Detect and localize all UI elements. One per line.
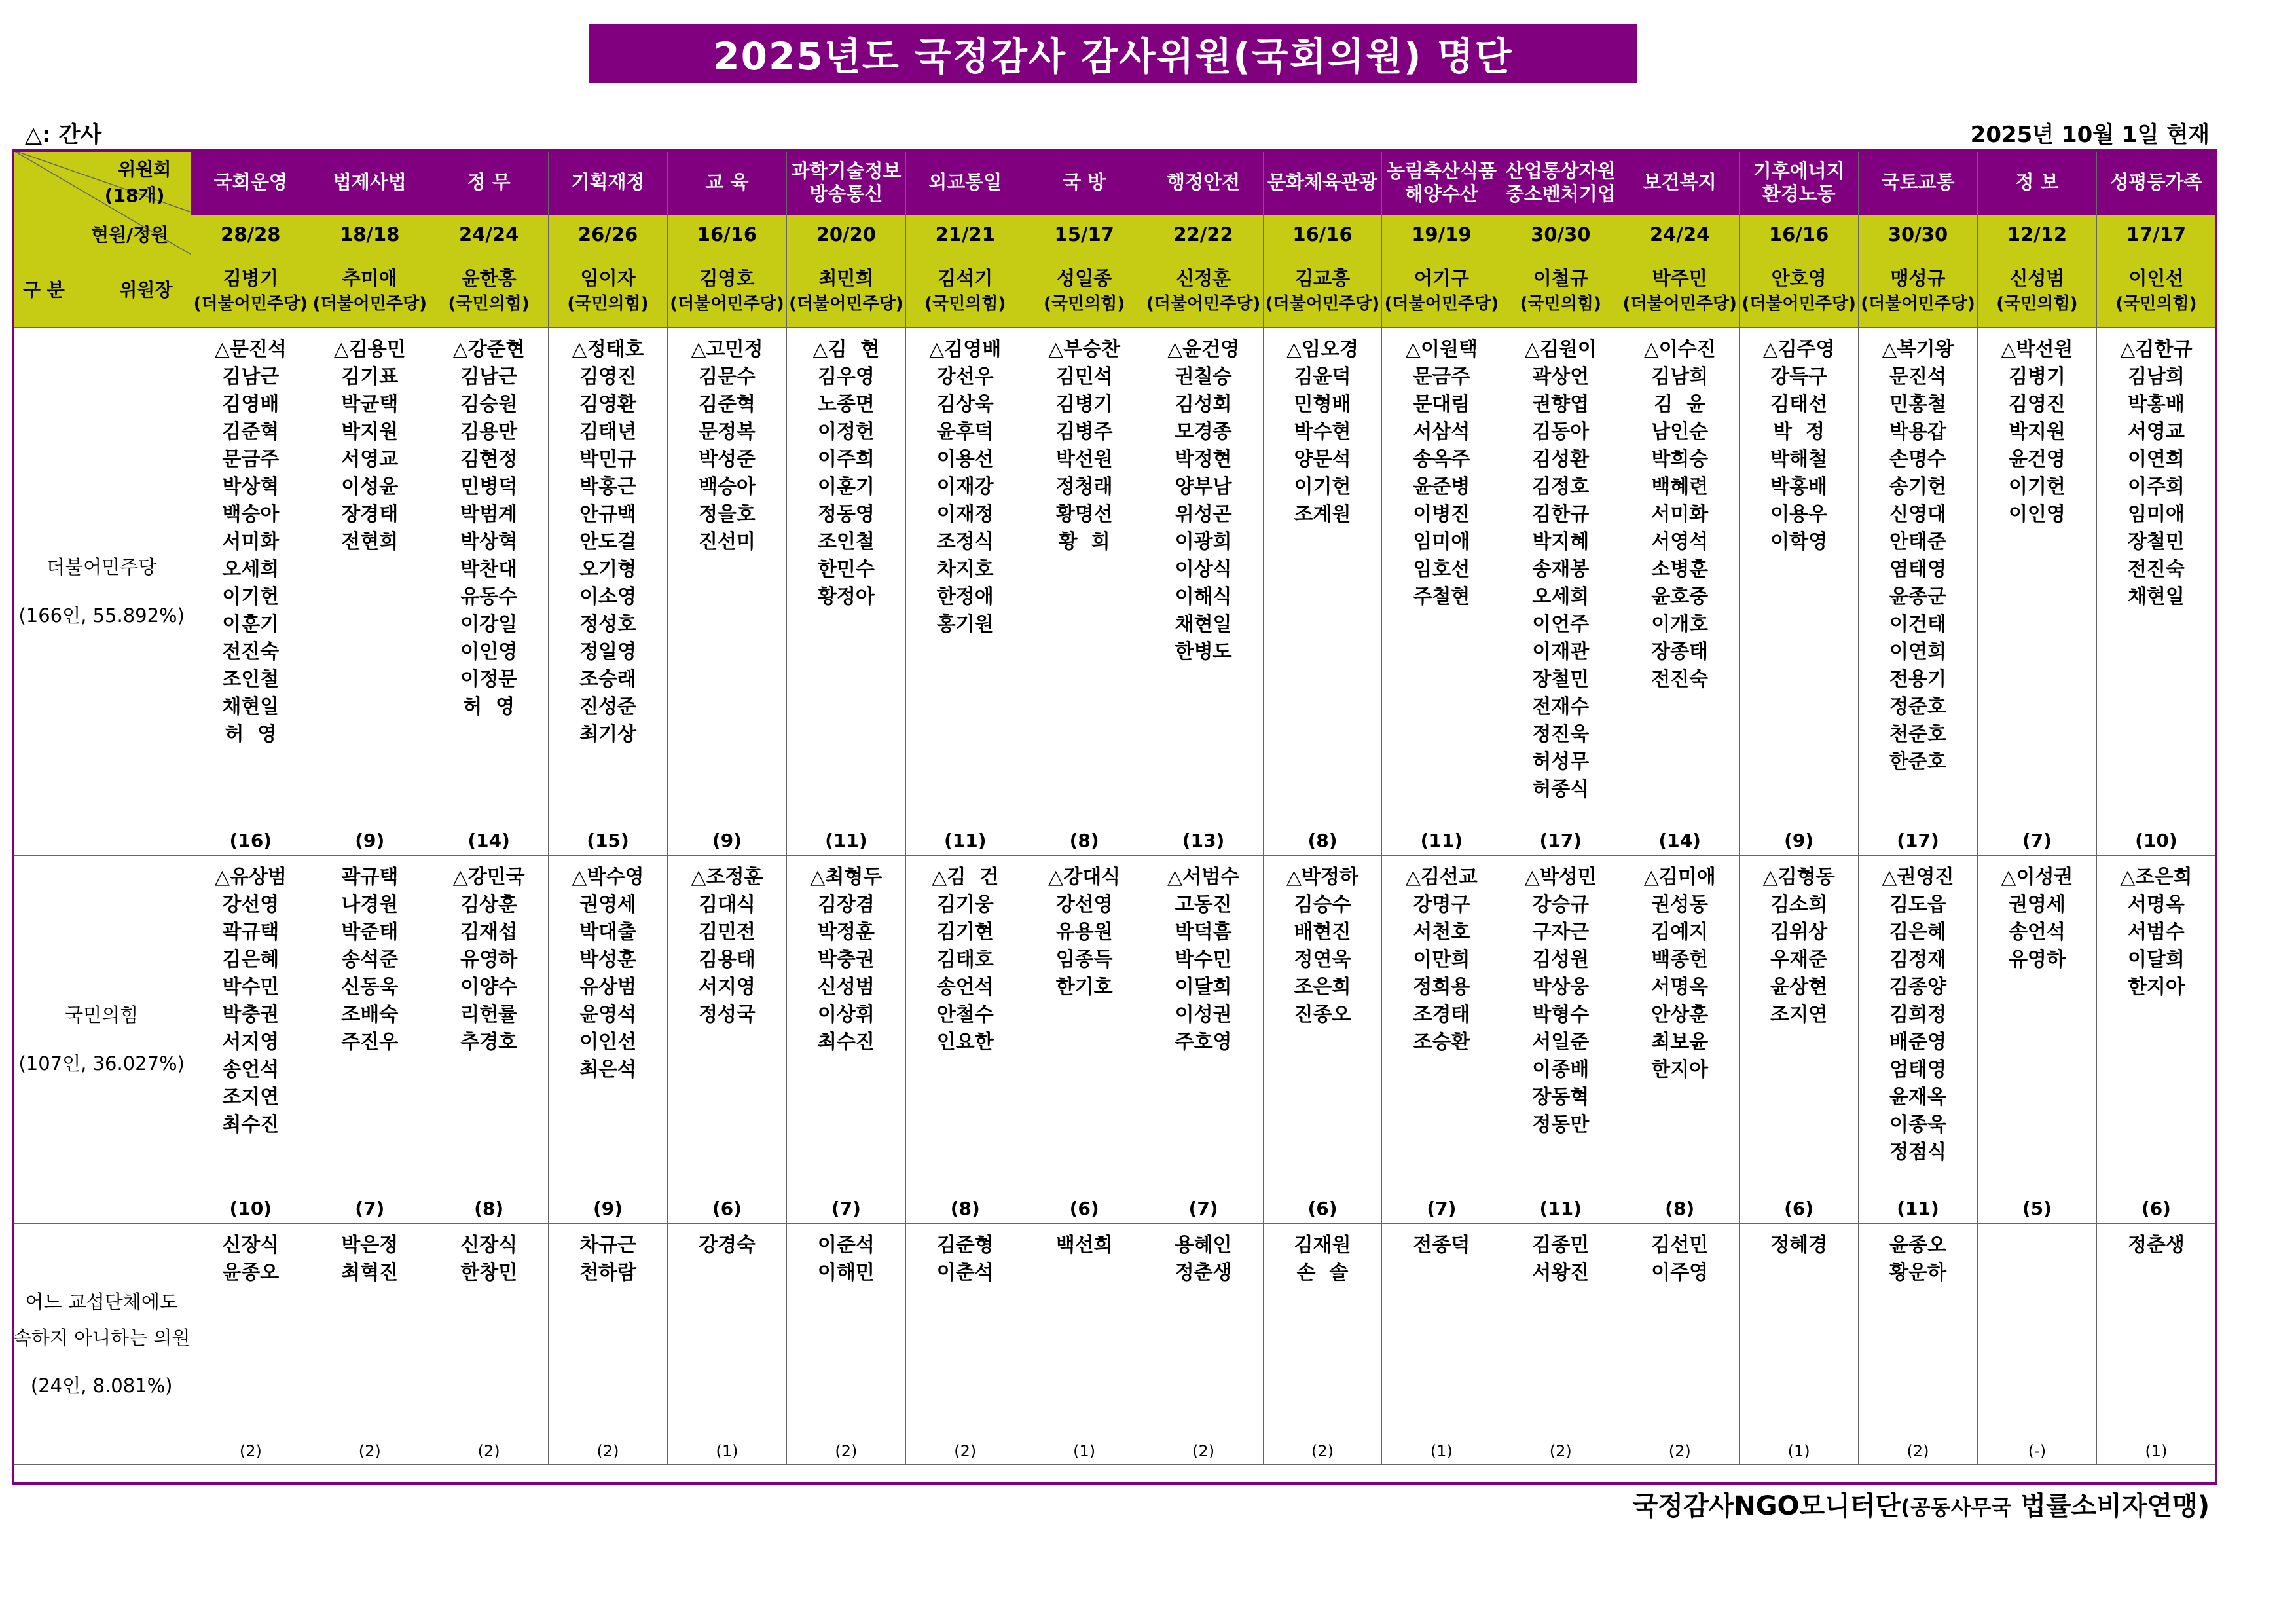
- member-list: 김종민 서왕진: [1532, 1234, 1590, 1284]
- committee-chair: [1740, 253, 1859, 328]
- chair-name: 안호영: [1771, 267, 1827, 289]
- member-list: △강준현 김남근 김승원 김용만 김현정 민병덕 박범계 박상혁 박찬대 유동수 이강일 이인영 이정문 허 영: [452, 338, 525, 718]
- party-row: [12, 856, 2216, 1224]
- committee-name: 외교통일: [905, 150, 1025, 215]
- member-cell: [1263, 856, 1382, 1224]
- member-list: △서범수 고동진 박덕흠 박수민 이달희 이성권 주호영: [1167, 866, 1240, 1054]
- committee-seats: 26/26: [549, 215, 668, 253]
- committee-chair: [786, 253, 905, 328]
- header-corner-cell: [12, 150, 191, 328]
- member-list: 박은정 최혁진: [341, 1234, 399, 1284]
- party-label-cell: [12, 1224, 191, 1465]
- member-list: 윤종오 황운하: [1889, 1234, 1946, 1284]
- member-cell: [1859, 856, 1978, 1224]
- member-count: (9): [355, 830, 385, 851]
- committee-seats: 20/20: [786, 215, 905, 253]
- member-list: 이준석 이해민: [817, 1234, 875, 1284]
- member-count: (6): [1784, 1198, 1814, 1219]
- chair-party: (더불어민주당): [1265, 293, 1380, 314]
- member-list: △김한규 김남희 박홍배 서영교 이연희 이주희 임미애 장철민 전진숙 채현일: [2120, 338, 2193, 608]
- member-list: △박성민 강승규 구자근 김성원 박상웅 박형수 서일준 이종배 장동혁 정동만: [1524, 866, 1597, 1136]
- footer-credit: [1633, 1485, 2210, 1522]
- seats-row: [12, 215, 2216, 253]
- member-count: (2): [358, 1442, 381, 1460]
- corner-chair-label: 위원장: [119, 279, 173, 301]
- committee-chair: [429, 253, 549, 328]
- member-list: △이수진 김남희 김 윤 남인순 박희승 백혜련 서미화 서영석 소병훈 윤호중 이개호 장종태 전진숙: [1643, 338, 1716, 691]
- member-count: (-): [2028, 1442, 2047, 1460]
- committee-seats: 16/16: [668, 215, 787, 253]
- member-count: (11): [825, 830, 867, 851]
- member-cell: [2096, 1224, 2215, 1465]
- member-count: (2): [835, 1442, 858, 1460]
- member-count: (7): [1188, 1198, 1218, 1219]
- committee-name: 교 육: [668, 150, 787, 215]
- member-cell: [1740, 856, 1859, 1224]
- chair-party: (국민의힘): [1520, 293, 1601, 314]
- member-list: △김미애 권성동 김예지 백종헌 서명옥 안상훈 최보윤 한지아: [1643, 866, 1716, 1081]
- chair-party: (국민의힘): [924, 293, 1006, 314]
- member-list: 곽규택 나경원 박준태 송석준 신동욱 조배숙 주진우: [341, 866, 399, 1054]
- chair-party: (더불어민주당): [1861, 293, 1975, 314]
- member-cell: [1382, 1224, 1501, 1465]
- chair-party: (국민의힘): [1044, 293, 1125, 314]
- member-list: 김재원 손 솔: [1294, 1234, 1351, 1284]
- member-list: 차규근 천하람: [579, 1234, 637, 1284]
- member-list: △권영진 김도읍 김은혜 김정재 김종양 김희정 배준영 엄태영 윤재옥 이종욱 정점식: [1882, 866, 1954, 1164]
- member-cell: [1144, 1224, 1263, 1465]
- member-cell: [1144, 856, 1263, 1224]
- chair-name: 윤한홍: [461, 267, 517, 289]
- member-list: △유상범 강선영 곽규택 김은혜 박수민 박충권 서지영 송언석 조지연 최수진: [214, 866, 287, 1136]
- committee-chair: [905, 253, 1025, 328]
- corner-count-label: (18개): [104, 185, 165, 206]
- member-cell: [786, 856, 905, 1224]
- member-count: (14): [467, 830, 510, 851]
- chair-name: 김병기: [223, 267, 278, 289]
- member-cell: [2096, 856, 2215, 1224]
- member-count: (11): [1897, 1198, 1939, 1219]
- member-count: (1): [1430, 1442, 1453, 1460]
- member-count: (8): [1665, 1198, 1695, 1219]
- member-list: 용혜인 정춘생: [1175, 1234, 1232, 1284]
- member-list: [1978, 1224, 2096, 1232]
- member-list: 신장식 한창민: [460, 1234, 518, 1284]
- member-list: △김형동 김소희 김위상 우재준 윤상현 조지연: [1762, 866, 1835, 1026]
- committee-seats: 21/21: [905, 215, 1025, 253]
- member-list: △문진석 김남근 김영배 김준혁 문금주 박상혁 백승아 서미화 오세희 이기헌 이훈기 전진숙 조인철 채현일 허 영: [214, 338, 287, 746]
- member-list: 전종덕: [1413, 1234, 1470, 1257]
- chair-name: 김영호: [699, 267, 755, 289]
- chair-name: 박주민: [1652, 267, 1707, 289]
- member-list: △최형두 김장겸 박정훈 박충권 신성범 이상휘 최수진: [810, 866, 883, 1054]
- member-cell: [1977, 856, 2096, 1224]
- member-cell: [191, 1224, 310, 1465]
- member-count: (16): [229, 830, 272, 851]
- committee-name: 국토교통: [1859, 150, 1978, 215]
- member-count: (15): [587, 830, 629, 851]
- committee-chair: [310, 253, 429, 328]
- committee-name: 국회운영: [191, 150, 310, 215]
- chair-party: (더불어민주당): [193, 293, 308, 314]
- committee-chair: [191, 253, 310, 328]
- legend-note: △: 간사: [25, 122, 102, 148]
- member-list: △조은희 서명옥 서범수 이달희 한지아: [2120, 866, 2193, 999]
- committee-name: 정 보: [1977, 150, 2096, 215]
- member-cell: [1263, 1224, 1382, 1465]
- committee-seats: 19/19: [1382, 215, 1501, 253]
- committee-seats: 22/22: [1144, 215, 1263, 253]
- committee-name: 법제사법: [310, 150, 429, 215]
- committee-seats: 24/24: [1620, 215, 1740, 253]
- member-count: (1): [1073, 1442, 1096, 1460]
- member-list: △김 현 김우영 노종면 이정헌 이주희 이훈기 정동영 조인철 한민수 황정아: [812, 338, 880, 608]
- member-list: △윤건영 권칠승 김성회 모경종 박정현 양부남 위성곤 이광희 이상식 이해식 채현일 한병도: [1167, 338, 1240, 663]
- member-count: (9): [593, 1198, 623, 1219]
- member-cell: [786, 1224, 905, 1465]
- member-cell: [786, 328, 905, 856]
- member-cell: [1144, 328, 1263, 856]
- committee-chair: [2096, 253, 2215, 328]
- chair-party: (더불어민주당): [670, 293, 784, 314]
- committee-seats: 28/28: [191, 215, 310, 253]
- member-cell: [549, 328, 668, 856]
- chair-name: 이인선: [2128, 267, 2184, 289]
- member-count: (2): [596, 1442, 619, 1460]
- committee-chair: [1144, 253, 1263, 328]
- member-count: (6): [1069, 1198, 1099, 1219]
- member-count: (8): [1069, 830, 1099, 851]
- committee-name: 산업통상자원 중소벤처기업: [1501, 150, 1620, 215]
- chair-name: 김석기: [938, 267, 993, 289]
- member-cell: [549, 856, 668, 1224]
- member-cell: [668, 1224, 787, 1465]
- member-cell: [549, 1224, 668, 1465]
- committee-seats: 18/18: [310, 215, 429, 253]
- committee-name: 국 방: [1025, 150, 1144, 215]
- member-list: △박선원 김병기 김영진 박지원 윤건영 이기헌 이인영: [2001, 338, 2073, 526]
- member-count: (10): [2135, 830, 2178, 851]
- member-cell: [1620, 328, 1740, 856]
- footer-office: (공동사무국: [1901, 1495, 2012, 1520]
- committee-name: 행정안전: [1144, 150, 1263, 215]
- chair-party: (더불어민주당): [1622, 293, 1737, 314]
- member-cell: [1620, 856, 1740, 1224]
- chair-party: (더불어민주당): [312, 293, 427, 314]
- member-cell: [429, 856, 549, 1224]
- party-name: 더불어민주당: [46, 556, 157, 579]
- member-list: 김준형 이춘석: [936, 1234, 994, 1284]
- chair-name: 신정훈: [1176, 267, 1231, 289]
- member-count: (8): [950, 1198, 980, 1219]
- member-count: (7): [831, 1198, 861, 1219]
- member-list: △김영배 강선우 김상욱 윤후덕 이용선 이재강 이재정 조정식 차지호 한정애 홍기원: [929, 338, 1002, 636]
- member-count: (2): [1192, 1442, 1215, 1460]
- chair-name: 성일종: [1057, 267, 1112, 289]
- member-cell: [310, 328, 429, 856]
- committee-name: 정 무: [429, 150, 549, 215]
- party-stats: (24인, 8.081%): [30, 1375, 173, 1397]
- member-count: (6): [712, 1198, 742, 1219]
- member-count: (10): [229, 1198, 272, 1219]
- member-cell: [191, 856, 310, 1224]
- member-cell: [668, 328, 787, 856]
- committee-seats: 17/17: [2096, 215, 2215, 253]
- chair-name: 임이자: [580, 267, 636, 289]
- chair-party: (국민의힘): [567, 293, 649, 314]
- member-list: △김 건 김기웅 김기현 김태호 송언석 안철수 인요한: [932, 866, 999, 1054]
- committee-chair: [1382, 253, 1501, 328]
- party-label-cell: [12, 856, 191, 1224]
- member-cell: [1859, 1224, 1978, 1465]
- chair-name: 맹성규: [1890, 267, 1946, 289]
- committee-chair: [1977, 253, 2096, 328]
- member-count: (17): [1539, 830, 1582, 851]
- party-label-cell: [12, 328, 191, 856]
- member-cell: [2096, 328, 2215, 856]
- member-list: △김주영 강득구 김태선 박 정 박해철 박홍배 이용우 이학영: [1762, 338, 1835, 553]
- chair-name: 이철규: [1533, 267, 1588, 289]
- member-cell: [1025, 1224, 1144, 1465]
- member-count: (1): [716, 1442, 738, 1460]
- member-count: (11): [943, 830, 987, 851]
- member-count: (2): [239, 1442, 262, 1460]
- member-cell: [905, 856, 1025, 1224]
- member-count: (8): [1307, 830, 1338, 851]
- member-cell: [1501, 1224, 1620, 1465]
- member-list: △김용민 김기표 박균택 박지원 서영교 이성윤 장경태 전현희: [333, 338, 406, 553]
- member-count: (6): [2141, 1198, 2171, 1219]
- member-cell: [905, 1224, 1025, 1465]
- member-count: (2): [1906, 1442, 1929, 1460]
- member-count: (1): [2145, 1442, 2168, 1460]
- committee-seats: 24/24: [429, 215, 549, 253]
- corner-division-label: 구 분: [23, 279, 65, 301]
- chair-party: (더불어민주당): [1741, 293, 1856, 314]
- committee-seats: 16/16: [1263, 215, 1382, 253]
- party-name: 어느 교섭단체에도 속하지 아니하는 의원: [12, 1290, 191, 1349]
- party-stats: (166인, 55.892%): [18, 604, 185, 627]
- member-cell: [1977, 328, 2096, 856]
- member-cell: [1501, 328, 1620, 856]
- member-cell: [1382, 856, 1501, 1224]
- corner-seats-label: 현원/정원: [90, 224, 169, 246]
- party-name: 국민의힘: [65, 1004, 139, 1027]
- as-of-date: 2025년 10월 1일 현재: [1970, 122, 2210, 148]
- committee-name: 보건복지: [1620, 150, 1740, 215]
- member-list: 김선민 이주영: [1651, 1234, 1709, 1284]
- chair-name: 최민희: [818, 267, 874, 289]
- member-count: (5): [2022, 1198, 2052, 1219]
- member-list: △이원택 문금주 문대림 서삼석 송옥주 윤준병 이병진 임미애 임호선 주철현: [1405, 338, 1478, 608]
- member-count: (14): [1658, 830, 1701, 851]
- member-count: (11): [1539, 1198, 1582, 1219]
- member-count: (2): [1311, 1442, 1334, 1460]
- committee-seats: 12/12: [1977, 215, 2096, 253]
- member-cell: [905, 328, 1025, 856]
- member-count: (9): [1784, 830, 1814, 851]
- committee-name: 기획재정: [549, 150, 668, 215]
- footer-partner: 법률소비자연맹): [2020, 1491, 2210, 1521]
- member-list: △임오경 김윤덕 민형배 박수현 양문석 이기헌 조계원: [1286, 338, 1358, 526]
- member-count: (1): [1787, 1442, 1810, 1460]
- committee-chair: [1501, 253, 1620, 328]
- member-cell: [668, 856, 787, 1224]
- chair-name: 김교흥: [1294, 267, 1350, 289]
- member-count: (2): [1549, 1442, 1572, 1460]
- member-count: (9): [712, 830, 742, 851]
- member-list: △박수영 권영세 박대출 박성훈 유상범 윤영석 이인선 최은석: [572, 866, 644, 1081]
- chair-name: 신성범: [2009, 267, 2065, 289]
- committee-name: 기후에너지 환경노동: [1740, 150, 1859, 215]
- member-cell: [1501, 856, 1620, 1224]
- member-list: △김원이 곽상언 권향엽 김동아 김성환 김정호 김한규 박지혜 송재봉 오세희 이언주 이재관 장철민 전재수 정진욱 허성무 허종식: [1524, 338, 1597, 801]
- member-count: (2): [954, 1442, 977, 1460]
- member-cell: [1740, 1224, 1859, 1465]
- committee-name: 성평등가족: [2096, 150, 2215, 215]
- member-cell: [310, 1224, 429, 1465]
- member-list: △박정하 김승수 배현진 정연욱 조은희 진종오: [1286, 866, 1358, 1026]
- member-list: 정혜경: [1770, 1234, 1828, 1257]
- member-count: (7): [355, 1198, 385, 1219]
- member-list: 백선희: [1055, 1234, 1113, 1257]
- member-list: △김선교 강명구 서천호 이만희 정희용 조경태 조승환: [1405, 866, 1478, 1054]
- member-list: 신장식 윤종오: [222, 1234, 280, 1284]
- member-count: (17): [1897, 830, 1939, 851]
- committee-chair: [1263, 253, 1382, 328]
- chair-name: 어기구: [1413, 267, 1469, 289]
- committee-name-row: [12, 150, 2216, 215]
- member-count: (7): [1427, 1198, 1457, 1219]
- committee-chair: [1620, 253, 1740, 328]
- member-cell: [1382, 328, 1501, 856]
- chair-party: (국민의힘): [1996, 293, 2078, 314]
- member-count: (2): [1668, 1442, 1691, 1460]
- committee-roster-table: [12, 149, 2216, 1465]
- chair-name: 추미애: [342, 267, 397, 289]
- member-list: △조정훈 김대식 김민전 김용태 서지영 정성국: [691, 866, 763, 1026]
- committee-name: 과학기술정보 방송통신: [786, 150, 905, 215]
- member-list: △부승찬 김민석 김병기 김병주 박선원 정청래 황명선 황 희: [1048, 338, 1121, 553]
- committee-chair: [549, 253, 668, 328]
- committee-seats: 16/16: [1740, 215, 1859, 253]
- member-cell: [1977, 1224, 2096, 1465]
- committee-name: 문화체육관광: [1263, 150, 1382, 215]
- committee-chair: [1859, 253, 1978, 328]
- member-list: △정태호 김영진 김영환 김태년 박민규 박홍근 안규백 안도걸 오기형 이소영 정성호 정일영 조승래 진성준 최기상: [572, 338, 644, 746]
- member-cell: [1025, 328, 1144, 856]
- member-list: △이성권 권영세 송언석 유영하: [2001, 866, 2073, 971]
- member-cell: [429, 1224, 549, 1465]
- member-cell: [429, 328, 549, 856]
- member-cell: [310, 856, 429, 1224]
- committee-seats: 15/17: [1025, 215, 1144, 253]
- chair-party: (국민의힘): [448, 293, 530, 314]
- member-cell: [191, 328, 310, 856]
- member-cell: [1740, 328, 1859, 856]
- member-count: (13): [1182, 830, 1225, 851]
- footer-org: 국정감사NGO모니터단: [1632, 1491, 1901, 1521]
- corner-committee-label: 위원회: [118, 158, 172, 180]
- party-row: [12, 328, 2216, 856]
- chair-party: (더불어민주당): [1146, 293, 1261, 314]
- committee-chair: [668, 253, 787, 328]
- member-cell: [1620, 1224, 1740, 1465]
- member-count: (2): [477, 1442, 500, 1460]
- chair-party: (더불어민주당): [789, 293, 903, 314]
- party-stats: (107인, 36.027%): [18, 1052, 185, 1075]
- chair-party: (국민의힘): [2115, 293, 2197, 314]
- member-count: (7): [2022, 830, 2052, 851]
- committee-seats: 30/30: [1859, 215, 1978, 253]
- member-count: (6): [1307, 1198, 1338, 1219]
- committee-name: 농림축산식품 해양수산: [1382, 150, 1501, 215]
- member-list: △강민국 김상훈 김재섭 유영하 이양수 리헌률 추경호: [452, 866, 525, 1054]
- chair-party: (더불어민주당): [1384, 293, 1499, 314]
- member-list: △복기왕 문진석 민홍철 박용갑 손명수 송기헌 신영대 안태준 염태영 윤종군 이건태 이연희 전용기 정준호 천준호 한준호: [1882, 338, 1954, 773]
- member-cell: [1025, 856, 1144, 1224]
- member-list: △고민정 김문수 김준혁 문정복 박성준 백승아 정을호 진선미: [691, 338, 763, 553]
- member-cell: [1859, 328, 1978, 856]
- member-count: (11): [1420, 830, 1463, 851]
- committee-chair: [1025, 253, 1144, 328]
- member-count: (8): [474, 1198, 504, 1219]
- member-list: 정춘생: [2127, 1234, 2185, 1257]
- member-list: △강대식 강선영 유용원 임종득 한기호: [1048, 866, 1121, 999]
- page-title: 2025년도 국정감사 감사위원(국회의원) 명단: [589, 24, 1637, 83]
- member-list: 강경숙: [698, 1234, 756, 1257]
- member-cell: [1263, 328, 1382, 856]
- chair-row: [12, 253, 2216, 328]
- committee-seats: 30/30: [1501, 215, 1620, 253]
- party-row: [12, 1224, 2216, 1465]
